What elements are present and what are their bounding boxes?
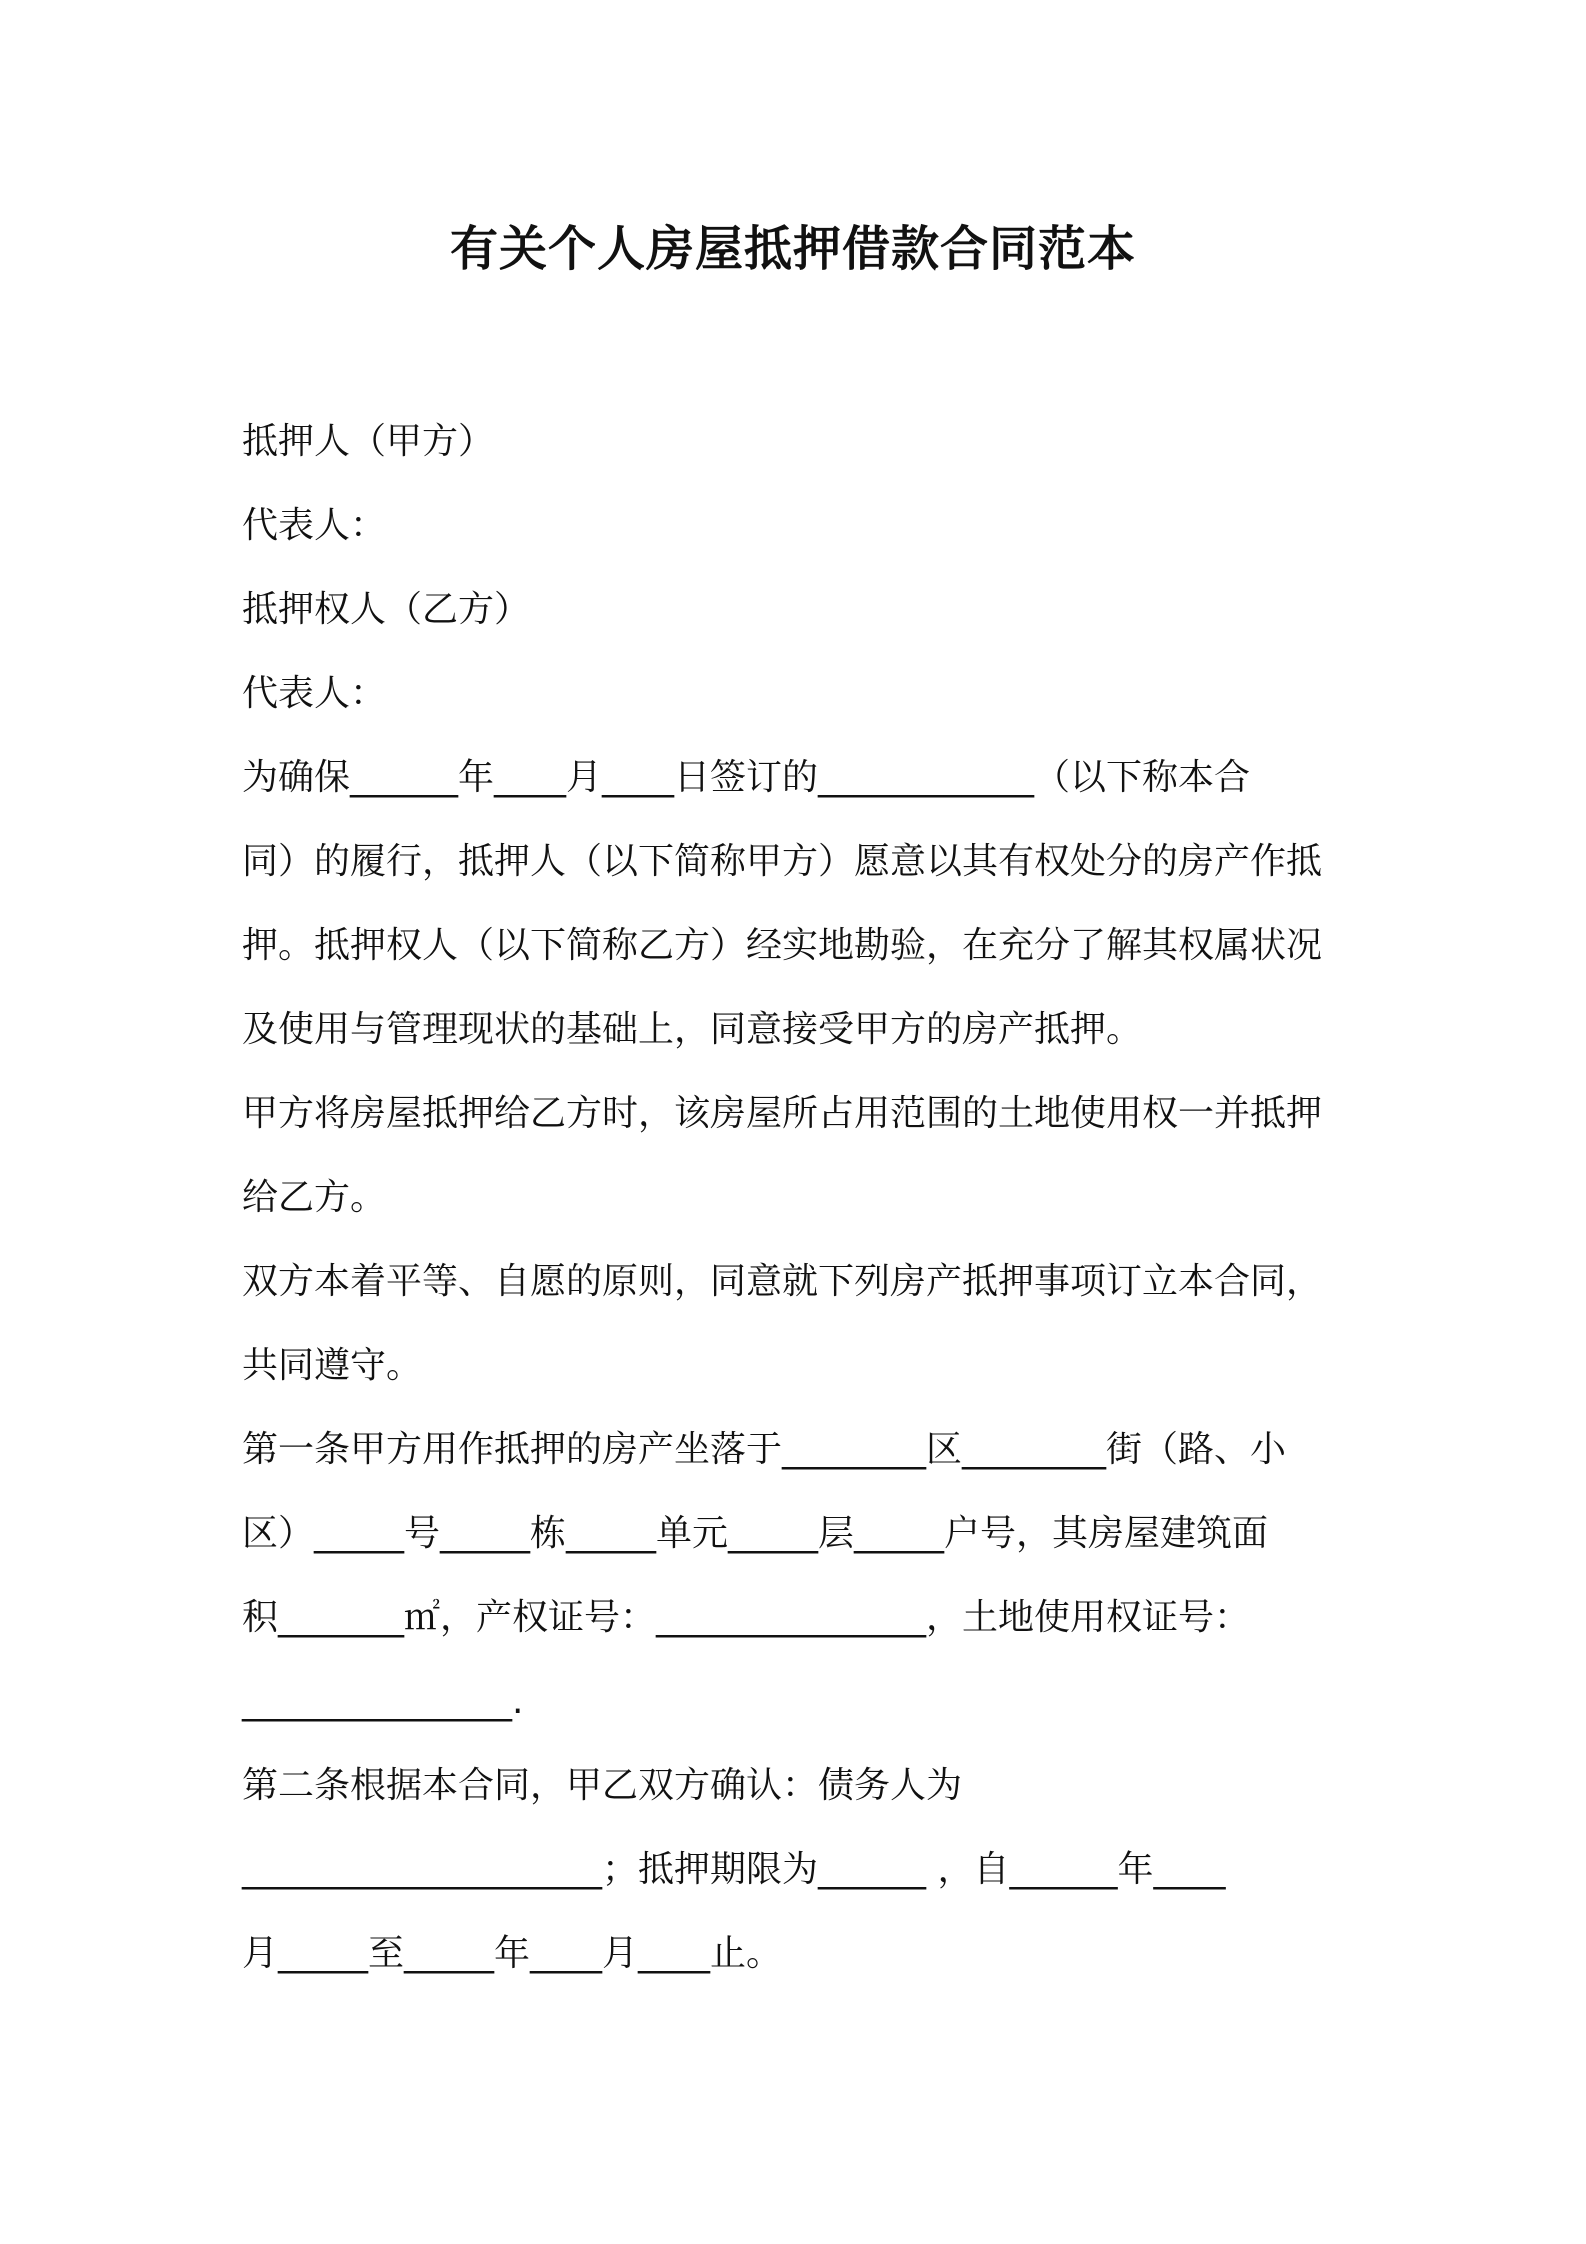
- line-mortgagor-representative: 代表人：: [242, 505, 387, 546]
- article-two-line: 月_____至_____年____月____止。: [242, 1933, 782, 1974]
- paragraph-line: 押。抵押权人（以下简称乙方）经实地勘验，在充分了解其权属状况: [242, 925, 1323, 966]
- article-two-line: ____________________；抵押期限为______ ，自______年____: [242, 1849, 1226, 1890]
- line-mortgagor: 抵押人（甲方）: [242, 421, 495, 462]
- article-one-line: 第一条甲方用作抵押的房产坐落于________区________街（路、小: [242, 1429, 1287, 1470]
- paragraph-line: 及使用与管理现状的基础上，同意接受甲方的房产抵押。: [242, 1009, 1143, 1050]
- line-mortgagee: 抵押权人（乙方）: [242, 589, 531, 630]
- document-body: [242, 400, 1357, 1996]
- paragraph-line: 为确保______年____月____日签订的____________（以下称本合: [242, 757, 1251, 798]
- article-one-line: 积_______㎡，产权证号：_______________，土地使用权证号：: [242, 1597, 1251, 1638]
- paragraph-line: 同）的履行，抵押人（以下简称甲方）愿意以其有权处分的房产作抵: [242, 841, 1323, 882]
- paragraph-line: 双方本着平等、自愿的原则，同意就下列房产抵押事项订立本合同，: [242, 1261, 1323, 1302]
- line-mortgagee-representative: 代表人：: [242, 673, 387, 714]
- paragraph-line: 给乙方。: [242, 1177, 387, 1218]
- article-one-line: 区）_____号_____栋_____单元_____层_____户号，其房屋建筑面: [242, 1513, 1269, 1554]
- paragraph-line: 共同遵守。: [242, 1345, 423, 1386]
- article-two-line: 第二条根据本合同，甲乙双方确认：债务人为: [242, 1765, 963, 1806]
- article-one-line: _______________.: [242, 1681, 524, 1722]
- paragraph-line: 甲方将房屋抵押给乙方时，该房屋所占用范围的土地使用权一并抵押: [242, 1093, 1323, 1134]
- document-title: 有关个人房屋抵押借款合同范本: [449, 221, 1136, 277]
